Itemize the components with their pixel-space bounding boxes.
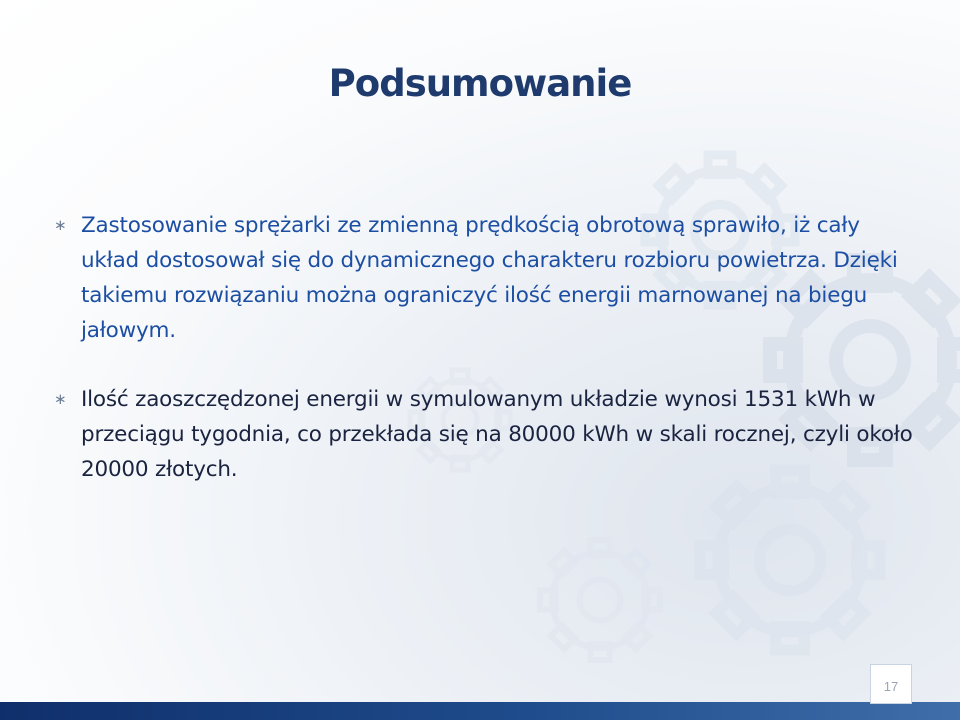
gear-icon: [700, 470, 880, 650]
page-number-box: [870, 664, 912, 704]
asterisk-icon: ∗: [54, 216, 67, 234]
slide-title: Podsumowanie: [328, 62, 632, 105]
bullet-item: [54, 208, 924, 348]
gear-icon: [540, 540, 660, 660]
asterisk-icon: ∗: [54, 390, 67, 408]
footer-bar: [0, 702, 960, 720]
bullet-text: Zastosowanie sprężarki ze zmienną prędkością obrotową sprawiło, iż cały układ dostosował się do dynamicznego charakteru rozbioru powietrza. Dzięki takiemu rozwiązaniu można ograniczyć ilość energii marnowanej na biegu jałowym.: [81, 213, 898, 343]
bullet-text: Ilość zaoszczędzonej energii w symulowanym układzie wynosi 1531 kWh w przeciągu tygodnia, co przekłada się na 80000 kWh w skali rocznej, czyli około 20000 złotych.: [81, 387, 913, 482]
bullet-list: [54, 208, 924, 487]
bullet-item: [54, 382, 924, 487]
page-number: 17: [883, 679, 899, 694]
